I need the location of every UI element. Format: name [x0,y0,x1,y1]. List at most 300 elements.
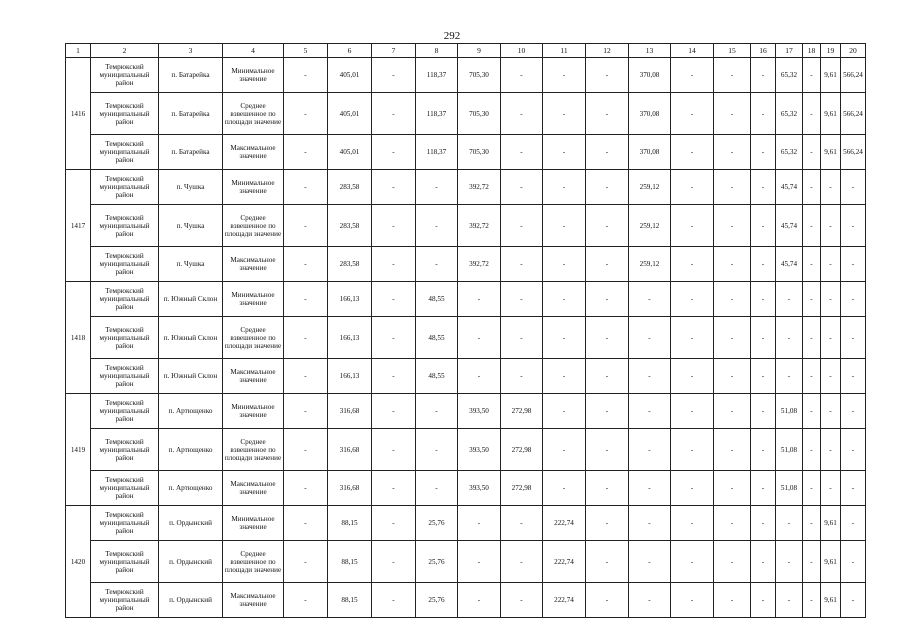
page-number: 292 [443,30,461,42]
value-cell-col-7: - [372,135,416,170]
value-cell-col-14: - [671,247,714,282]
value-cell-col-8: 48,55 [416,359,458,394]
table-row [66,394,866,429]
value-cell-col-14: - [671,93,714,135]
value-type-cell: Среднее взвешенное по площади значение [223,317,284,359]
settlement-cell: п. Артющенко [159,394,223,429]
table-row [66,506,866,541]
column-header-8: 8 [416,44,458,58]
value-cell-col-9: 705,30 [458,135,501,170]
value-cell-col-18: - [803,93,821,135]
value-type-cell: Максимальное значение [223,471,284,506]
settlement-cell: п. Ордынский [159,583,223,618]
value-cell-col-12: - [586,247,629,282]
value-cell-col-17: - [776,541,803,583]
value-type-cell: Среднее взвешенное по площади значение [223,93,284,135]
table-row [66,93,866,135]
row-number-cell: 1419 [66,394,91,506]
value-cell-col-17: 45,74 [776,170,803,205]
value-cell-col-20: 566,24 [841,93,866,135]
value-cell-col-14: - [671,317,714,359]
value-type-cell: Максимальное значение [223,583,284,618]
column-header-15: 15 [714,44,751,58]
value-cell-col-17: 45,74 [776,205,803,247]
value-cell-col-19: 9,61 [821,93,841,135]
value-cell-col-10: - [501,205,543,247]
value-cell-col-16: - [751,506,776,541]
value-cell-col-11: - [543,394,586,429]
value-cell-col-7: - [372,282,416,317]
value-cell-col-17: - [776,583,803,618]
value-cell-col-11: - [543,282,586,317]
value-cell-col-20: - [841,170,866,205]
column-header-9: 9 [458,44,501,58]
value-cell-col-11: - [543,429,586,471]
value-cell-col-12: - [586,93,629,135]
value-cell-col-5: - [284,541,328,583]
column-header-14: 14 [671,44,714,58]
value-type-cell: Максимальное значение [223,135,284,170]
column-header-20: 20 [841,44,866,58]
value-cell-col-12: - [586,394,629,429]
value-cell-col-6: 405,01 [328,93,372,135]
value-cell-col-17: 51,08 [776,394,803,429]
value-cell-col-6: 166,13 [328,359,372,394]
district-cell: Темрюкский муниципальный район [91,135,159,170]
value-cell-col-11: 222,74 [543,541,586,583]
value-cell-col-10: - [501,282,543,317]
value-cell-col-11: - [543,205,586,247]
value-cell-col-9: 705,30 [458,93,501,135]
value-cell-col-5: - [284,170,328,205]
value-cell-col-5: - [284,247,328,282]
value-cell-col-6: 283,58 [328,247,372,282]
settlement-cell: п. Ордынский [159,506,223,541]
value-cell-col-9: 393,50 [458,471,501,506]
value-cell-col-15: - [714,471,751,506]
value-cell-col-7: - [372,394,416,429]
value-cell-col-10: - [501,359,543,394]
settlement-cell: п. Артющенко [159,471,223,506]
district-cell: Темрюкский муниципальный район [91,317,159,359]
value-cell-col-17: 45,74 [776,247,803,282]
value-cell-col-6: 166,13 [328,317,372,359]
value-cell-col-10: - [501,583,543,618]
value-cell-col-19: - [821,247,841,282]
value-cell-col-12: - [586,205,629,247]
value-cell-col-10: - [501,170,543,205]
value-cell-col-8: 25,76 [416,506,458,541]
row-number-cell: 1418 [66,282,91,394]
settlement-cell: п. Чушка [159,205,223,247]
value-cell-col-13: - [629,359,671,394]
district-cell: Темрюкский муниципальный район [91,282,159,317]
value-cell-col-13: 259,12 [629,170,671,205]
value-cell-col-15: - [714,506,751,541]
district-cell: Темрюкский муниципальный район [91,429,159,471]
value-cell-col-5: - [284,506,328,541]
value-cell-col-20: - [841,471,866,506]
value-cell-col-8: - [416,247,458,282]
value-cell-col-17: - [776,282,803,317]
value-cell-col-19: - [821,359,841,394]
settlement-cell: п. Южный Склон [159,359,223,394]
column-header-6: 6 [328,44,372,58]
value-cell-col-12: - [586,471,629,506]
district-cell: Темрюкский муниципальный район [91,170,159,205]
value-cell-col-8: 118,37 [416,58,458,93]
district-cell: Темрюкский муниципальный район [91,359,159,394]
value-cell-col-18: - [803,58,821,93]
value-cell-col-8: 48,55 [416,317,458,359]
value-cell-col-15: - [714,58,751,93]
value-cell-col-20: - [841,205,866,247]
value-cell-col-6: 316,68 [328,471,372,506]
value-cell-col-8: - [416,394,458,429]
value-cell-col-5: - [284,471,328,506]
value-cell-col-17: - [776,317,803,359]
value-cell-col-8: 118,37 [416,135,458,170]
value-cell-col-8: - [416,471,458,506]
value-cell-col-5: - [284,282,328,317]
value-type-cell: Среднее взвешенное по площади значение [223,541,284,583]
value-cell-col-16: - [751,317,776,359]
value-cell-col-16: - [751,205,776,247]
district-cell: Темрюкский муниципальный район [91,93,159,135]
value-cell-col-16: - [751,93,776,135]
settlement-cell: п. Батарейка [159,93,223,135]
value-cell-col-20: - [841,541,866,583]
value-cell-col-13: 259,12 [629,205,671,247]
value-cell-col-9: 392,72 [458,170,501,205]
table-row [66,58,866,93]
value-cell-col-15: - [714,394,751,429]
row-number-cell: 1420 [66,506,91,618]
value-cell-col-14: - [671,583,714,618]
value-cell-col-5: - [284,317,328,359]
value-cell-col-5: - [284,429,328,471]
district-cell: Темрюкский муниципальный район [91,541,159,583]
row-number-cell: 1416 [66,58,91,170]
value-cell-col-11: - [543,93,586,135]
value-cell-col-16: - [751,429,776,471]
value-cell-col-15: - [714,282,751,317]
header-row [66,44,866,58]
value-cell-col-5: - [284,583,328,618]
column-header-5: 5 [284,44,328,58]
value-cell-col-14: - [671,282,714,317]
value-cell-col-9: - [458,583,501,618]
value-cell-col-12: - [586,58,629,93]
settlement-cell: п. Чушка [159,247,223,282]
value-cell-col-7: - [372,506,416,541]
column-header-13: 13 [629,44,671,58]
value-cell-col-5: - [284,135,328,170]
column-header-10: 10 [501,44,543,58]
value-cell-col-8: 48,55 [416,282,458,317]
settlement-cell: п. Чушка [159,170,223,205]
value-cell-col-10: - [501,247,543,282]
column-header-18: 18 [803,44,821,58]
value-cell-col-19: - [821,394,841,429]
value-cell-col-12: - [586,506,629,541]
value-cell-col-20: - [841,359,866,394]
value-cell-col-18: - [803,583,821,618]
value-cell-col-9: - [458,282,501,317]
value-cell-col-16: - [751,282,776,317]
table-row [66,170,866,205]
table-row [66,282,866,317]
table-body [66,58,866,618]
value-cell-col-9: 705,30 [458,58,501,93]
value-cell-col-16: - [751,170,776,205]
value-cell-col-11: 222,74 [543,506,586,541]
value-cell-col-6: 88,15 [328,506,372,541]
value-cell-col-10: - [501,135,543,170]
district-cell: Темрюкский муниципальный район [91,205,159,247]
value-cell-col-7: - [372,541,416,583]
value-cell-col-9: - [458,506,501,541]
value-cell-col-7: - [372,205,416,247]
table-row [66,359,866,394]
value-cell-col-14: - [671,170,714,205]
value-cell-col-13: 370,08 [629,93,671,135]
value-cell-col-11: - [543,135,586,170]
value-cell-col-15: - [714,247,751,282]
value-cell-col-19: - [821,429,841,471]
table-row [66,135,866,170]
value-cell-col-20: - [841,247,866,282]
value-cell-col-16: - [751,541,776,583]
value-cell-col-12: - [586,135,629,170]
value-cell-col-5: - [284,58,328,93]
column-header-17: 17 [776,44,803,58]
district-cell: Темрюкский муниципальный район [91,506,159,541]
value-cell-col-17: 65,32 [776,135,803,170]
value-cell-col-12: - [586,282,629,317]
column-header-7: 7 [372,44,416,58]
value-cell-col-9: 393,50 [458,394,501,429]
value-cell-col-19: 9,61 [821,506,841,541]
value-cell-col-9: 392,72 [458,247,501,282]
value-cell-col-5: - [284,359,328,394]
value-cell-col-13: - [629,394,671,429]
value-cell-col-6: 283,58 [328,205,372,247]
value-cell-col-14: - [671,541,714,583]
value-cell-col-14: - [671,506,714,541]
value-cell-col-6: 88,15 [328,583,372,618]
table-row [66,583,866,618]
value-cell-col-18: - [803,541,821,583]
settlement-cell: п. Южный Склон [159,317,223,359]
value-cell-col-10: - [501,506,543,541]
value-cell-col-19: - [821,282,841,317]
column-header-12: 12 [586,44,629,58]
value-cell-col-12: - [586,583,629,618]
value-cell-col-15: - [714,135,751,170]
value-cell-col-18: - [803,282,821,317]
value-cell-col-15: - [714,541,751,583]
value-cell-col-11: 222,74 [543,583,586,618]
value-cell-col-19: - [821,170,841,205]
value-cell-col-13: - [629,541,671,583]
value-cell-col-15: - [714,170,751,205]
value-cell-col-5: - [284,205,328,247]
value-cell-col-6: 166,13 [328,282,372,317]
district-cell: Темрюкский муниципальный район [91,247,159,282]
value-cell-col-15: - [714,317,751,359]
value-cell-col-14: - [671,471,714,506]
value-cell-col-16: - [751,135,776,170]
settlement-cell: п. Батарейка [159,58,223,93]
value-cell-col-13: - [629,583,671,618]
value-cell-col-17: - [776,506,803,541]
row-number-cell: 1417 [66,170,91,282]
value-cell-col-8: - [416,170,458,205]
value-cell-col-9: 393,50 [458,429,501,471]
table-row [66,541,866,583]
value-cell-col-10: 272,98 [501,394,543,429]
value-cell-col-12: - [586,541,629,583]
value-cell-col-17: 51,08 [776,429,803,471]
table-row [66,471,866,506]
value-cell-col-12: - [586,359,629,394]
district-cell: Темрюкский муниципальный район [91,583,159,618]
value-type-cell: Максимальное значение [223,359,284,394]
value-cell-col-19: - [821,471,841,506]
district-cell: Темрюкский муниципальный район [91,58,159,93]
value-type-cell: Минимальное значение [223,170,284,205]
value-cell-col-17: 65,32 [776,93,803,135]
value-cell-col-11: - [543,359,586,394]
value-cell-col-17: 65,32 [776,58,803,93]
value-type-cell: Максимальное значение [223,247,284,282]
value-cell-col-19: - [821,205,841,247]
value-cell-col-7: - [372,471,416,506]
value-cell-col-16: - [751,471,776,506]
value-cell-col-13: 370,08 [629,58,671,93]
value-cell-col-19: - [821,317,841,359]
value-cell-col-7: - [372,359,416,394]
column-header-2: 2 [91,44,159,58]
value-cell-col-14: - [671,58,714,93]
value-cell-col-7: - [372,317,416,359]
value-cell-col-16: - [751,247,776,282]
value-cell-col-13: - [629,317,671,359]
settlement-cell: п. Южный Склон [159,282,223,317]
value-type-cell: Минимальное значение [223,394,284,429]
value-cell-col-16: - [751,58,776,93]
value-type-cell: Минимальное значение [223,58,284,93]
value-cell-col-15: - [714,93,751,135]
value-cell-col-18: - [803,170,821,205]
value-cell-col-8: - [416,205,458,247]
value-cell-col-15: - [714,429,751,471]
table-row [66,205,866,247]
value-cell-col-20: - [841,506,866,541]
column-header-11: 11 [543,44,586,58]
value-cell-col-15: - [714,583,751,618]
value-cell-col-13: 370,08 [629,135,671,170]
value-cell-col-16: - [751,583,776,618]
settlement-cell: п. Артющенко [159,429,223,471]
value-cell-col-10: - [501,93,543,135]
settlement-cell: п. Ордынский [159,541,223,583]
value-cell-col-10: - [501,317,543,359]
value-cell-col-10: - [501,58,543,93]
value-cell-col-14: - [671,429,714,471]
value-cell-col-9: - [458,541,501,583]
column-header-16: 16 [751,44,776,58]
value-cell-col-18: - [803,394,821,429]
value-cell-col-18: - [803,471,821,506]
value-cell-col-13: 259,12 [629,247,671,282]
value-cell-col-8: 118,37 [416,93,458,135]
value-cell-col-18: - [803,247,821,282]
value-cell-col-8: 25,76 [416,541,458,583]
value-cell-col-17: - [776,359,803,394]
value-cell-col-6: 316,68 [328,394,372,429]
value-cell-col-16: - [751,359,776,394]
value-cell-col-14: - [671,135,714,170]
value-cell-col-18: - [803,359,821,394]
value-cell-col-12: - [586,317,629,359]
column-header-3: 3 [159,44,223,58]
value-cell-col-7: - [372,247,416,282]
value-cell-col-11: - [543,247,586,282]
value-type-cell: Среднее взвешенное по площади значение [223,429,284,471]
value-cell-col-20: 566,24 [841,58,866,93]
column-header-19: 19 [821,44,841,58]
value-cell-col-18: - [803,205,821,247]
value-cell-col-20: - [841,317,866,359]
value-cell-col-11: - [543,58,586,93]
value-cell-col-18: - [803,317,821,359]
district-cell: Темрюкский муниципальный район [91,394,159,429]
value-cell-col-10: 272,98 [501,471,543,506]
value-cell-col-20: 566,24 [841,135,866,170]
value-cell-col-12: - [586,429,629,471]
value-cell-col-9: - [458,359,501,394]
value-cell-col-20: - [841,583,866,618]
value-cell-col-13: - [629,429,671,471]
value-cell-col-6: 283,58 [328,170,372,205]
value-cell-col-13: - [629,282,671,317]
value-cell-col-19: 9,61 [821,135,841,170]
value-cell-col-7: - [372,58,416,93]
value-cell-col-6: 405,01 [328,58,372,93]
value-cell-col-20: - [841,394,866,429]
value-cell-col-10: 272,98 [501,429,543,471]
value-cell-col-16: - [751,394,776,429]
value-cell-col-19: 9,61 [821,58,841,93]
value-cell-col-13: - [629,506,671,541]
value-cell-col-7: - [372,93,416,135]
value-cell-col-8: 25,76 [416,583,458,618]
value-cell-col-14: - [671,394,714,429]
value-cell-col-20: - [841,282,866,317]
table-row [66,429,866,471]
column-header-1: 1 [66,44,91,58]
value-cell-col-7: - [372,583,416,618]
value-cell-col-5: - [284,394,328,429]
column-header-4: 4 [223,44,284,58]
value-cell-col-13: - [629,471,671,506]
value-cell-col-17: 51,08 [776,471,803,506]
data-table [65,43,866,618]
value-cell-col-14: - [671,205,714,247]
value-cell-col-10: - [501,541,543,583]
